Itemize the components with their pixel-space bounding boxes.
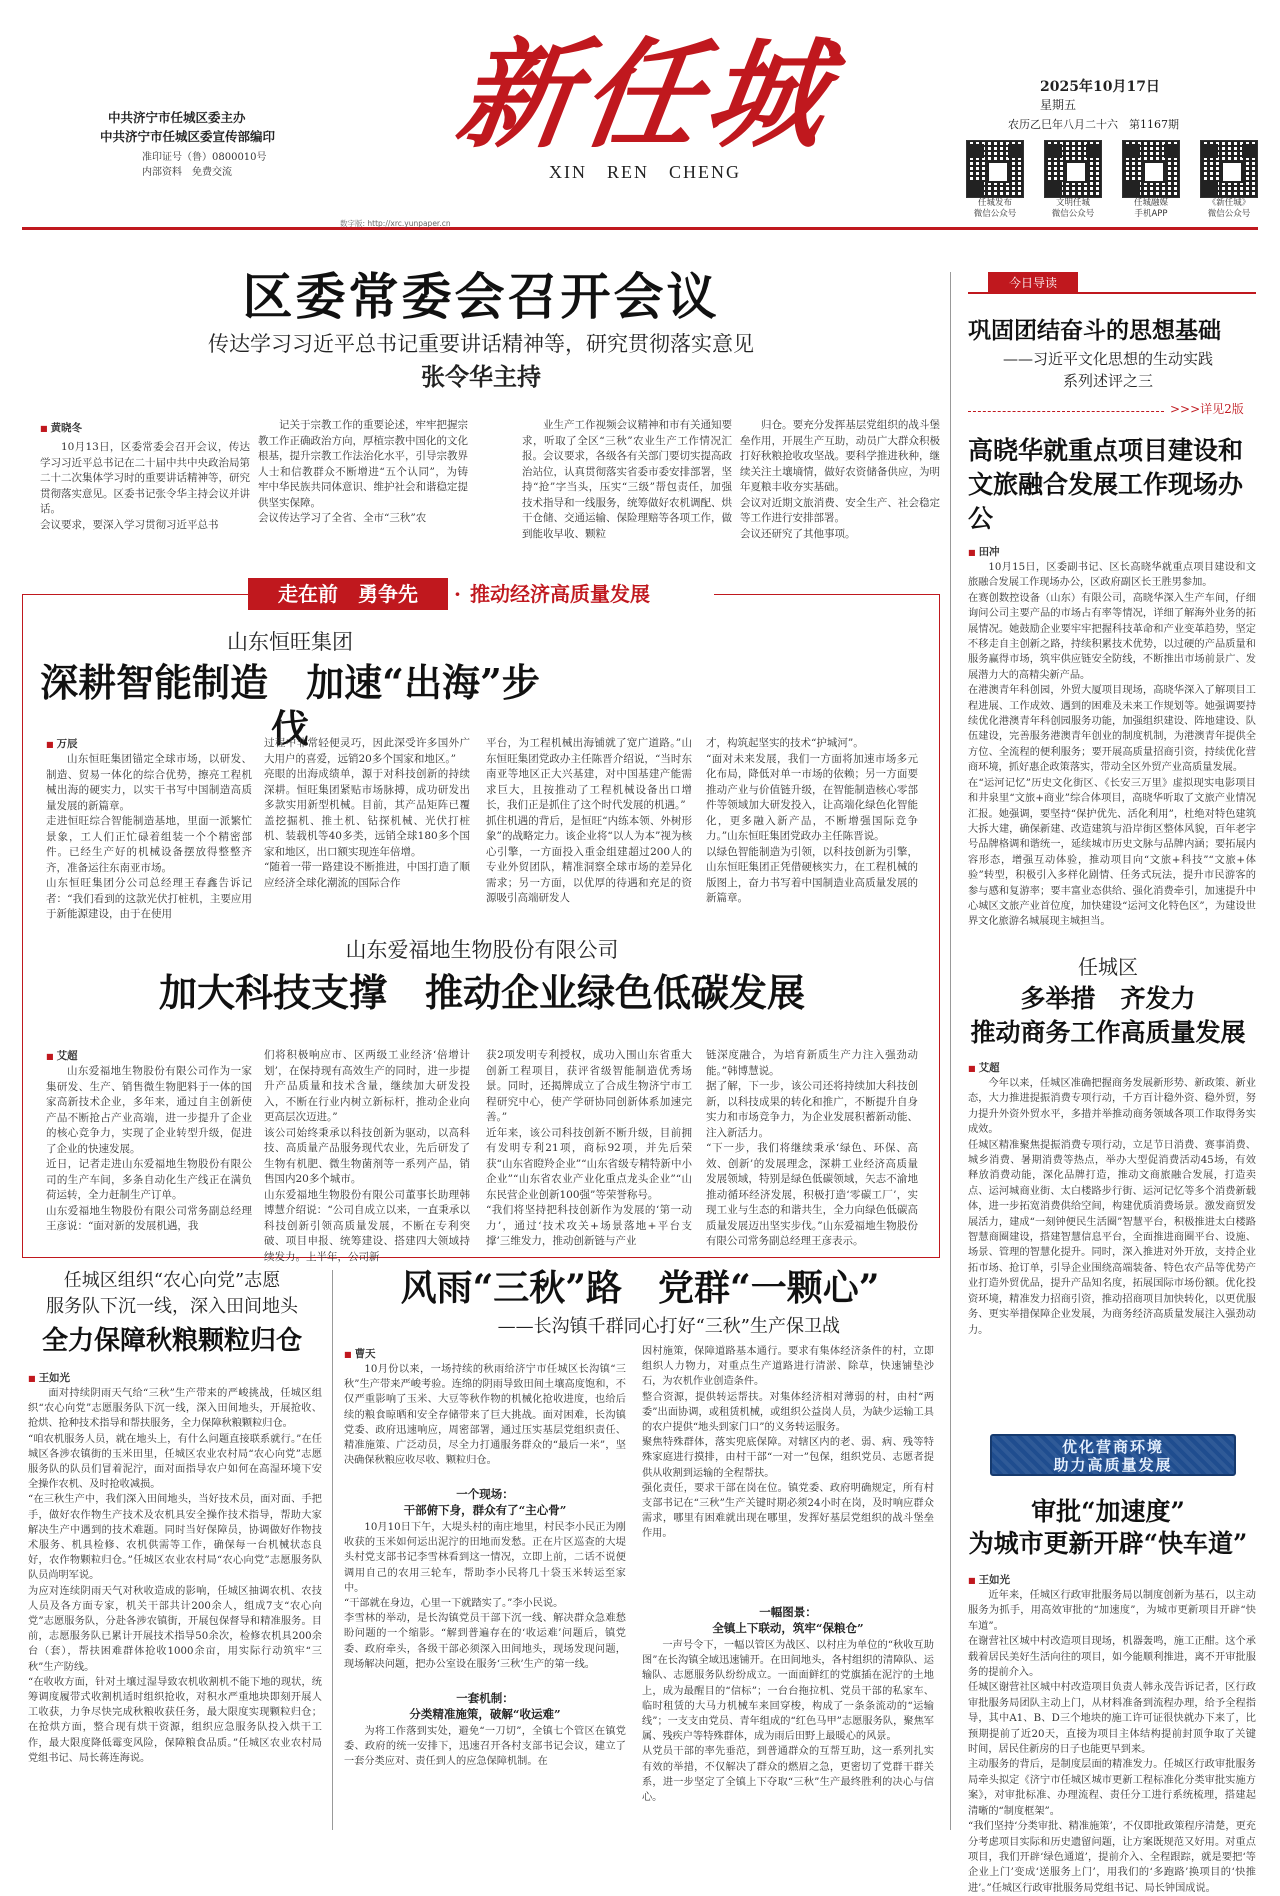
qr-icon — [1200, 140, 1258, 198]
qr-code-1[interactable] — [958, 140, 1032, 220]
art3-body: 近年来，任城区行政审批服务局以制度创新为基石，以主动服务为抓手，用高效审批的“加速度”，为城市更新项目开辟“快车道”。 在谢营社区城中村改造项目现场，机器轰鸣，施工正酣。这个承载着居民美好生活向往的项目，如今能顺利推进，离不开审批服务的提前介入。 任城区谢营社区城中村改造项目负责人韩永茂告诉记者，区行政审批服务局团队主动上门，从材料准备到流程办理，给予全程指导，其中A1、B、D三个地块的施工许可证很快就办下来了，比预期提前了近20天，直接为项目主体结构提前封顶争取了关键时间，居民住新房的日子也能更早到来。 主动服务的背后，是制度层面的精准发力。任城区行政审批服务局牵头拟定《济宁市任城区城市更新工程标准化分类审批实施方案》，对审批标准、办理流程、责任分工进行系统梳理，搭建起清晰的“制度框架”。 “我们坚持‘分类审批、精准施策’，不仅即批政策程序清楚，更充分考虑项目实际和历史遗留问题，让方案既规范又好用。对重点项目，我们开辟‘绿色通道’，提前介入、全程跟踪，就是要把‘等企业上门’变成‘送服务上门’，用我们的‘多跑路’换项目的‘快推进’。”任城区行政审批服务局党组书记、局长钟国成说。 — [968, 1590, 1256, 1894]
lead-col-2: 记关于宗教工作的重要论述，牢牢把握宗教工作正确政治方向，厚植宗教中国化的文化根基，提升宗教工作法治化水平，引导宗教界人士和信教群众不断增进“五个认同”，为铸牢中华民族共同体意识、维护社会和谐稳定提供坚实保障。 会议传达学习了全省、全市“三秋”农 — [258, 419, 468, 524]
lead-col-3: 业生产工作视频会议精神和市有关通知要求，听取了全区“三秋”农业生产工作情况汇报。会议要求，各级各有关部门要切实提高政治站位，认真贯彻落实省委市委安排部署，坚持“抢”字当头，压实“三级”帮包责任，加强技术指导和一线服务，统筹做好农机调配、烘干仓储、交通运输、保险理赔等各项工作，做到能收早收、颗粒 — [522, 419, 732, 540]
bc-byline: ■ 曹天 — [344, 1346, 376, 1361]
bc-title: 风雨“三秋”路 党群“一颗心” — [400, 1267, 880, 1309]
digital-edition-url[interactable]: 数字版: http://xrc.yunpaper.cn — [340, 219, 451, 228]
art3-title-1: 审批“加速度” — [1031, 1497, 1185, 1526]
lead-article — [22, 234, 940, 552]
business-env-banner — [990, 1434, 1236, 1476]
qr-label: 文明任城 微信公众号 — [1051, 198, 1095, 219]
guide-more-link[interactable]: >>>详见2版 — [1170, 402, 1244, 416]
lead-host: 张令华主持 — [421, 362, 541, 391]
bc-col-b-p2: 一声号令下，一幅以管区为战区、以村庄为单位的“秋收互助图”在长沟镇全域迅速铺开。在田间地头，各村组织的清障队、运输队、志愿服务队纷纷成立。一面面鲜红的党旗插在泥泞的土地上，成为最醒目的“信标”；一台台拖拉机、党员干部的私家车、临时租赁的大马力机械车来回穿梭，构成了一条条流动的“运输线”；一支支由党员、青年组成的“红色马甲”志愿服务队，聚焦军属、残疾户等特殊群体，成为雨后田野上最暖心的风景。 从党员干部的率先垂范，到普通群众的互帮互助，这一系列扎实有效的举措，不仅解决了群众的燃眉之急，更密切了党群干群关系，进一步坚定了全镇上下夺取“三秋”生产最终胜利的决心与信心。 — [642, 1640, 934, 1804]
organizer-line-2: 中共济宁市任城区委宣传部编印 — [100, 129, 276, 144]
qr-icon — [1122, 140, 1180, 198]
story2-col-3: 获2项发明专利授权，成功入围山东省重大创新工程项目，获评省级智能制造优秀场景。同时，还揭牌成立了合成生物济宁市工程研究中心，使产学研协同创新体系加速完善。” 近年来，该公司科技创新不断升级，目前拥有发明专利21项，商标92项，并先后荣获“山东省瞪羚企业”“山东省级专精特新中小企业”“山东省农业产业化重点龙头企业”“山东民营企业创新100强”等荣誉称号。 “我们将坚持把科技创新作为发展的‘第一动力’，通过‘技术攻关+场景落地+平台支撑’三维发力，推动创新链与产业 — [486, 1049, 692, 1247]
bc-col-a-h1: 一个现场： — [456, 1487, 514, 1501]
banner-line-1: 优化营商环境 — [1061, 1438, 1164, 1456]
guide-label: 今日导读 — [988, 272, 1078, 294]
art2-title-2: 推动商务工作高质量发展 — [970, 1018, 1246, 1047]
lead-subtitle: 传达学习习近平总书记重要讲话精神等，研究贯彻落实意见 — [208, 332, 754, 356]
masthead — [0, 0, 1280, 219]
story2-company: 山东爱福地生物股份有限公司 — [345, 938, 619, 962]
organizer-line-1: 中共济宁市任城区委主办 — [108, 110, 246, 125]
art2-body: 今年以来，任城区准确把握商务发展新形势、新政策、新业态，大力推进提振消费专项行动，千方百计稳外资、稳外贸，努力提升外资外贸水平，多措并举推动商务领域各项工作取得务实成效。 任城区精准聚焦提振消费专项行动，立足节日消费、赛事消费、城乡消费、暑期消费等热点，举办大型促消费活动45场，有效释放消费动能，深化品牌打造，推动文商旅融合发展，打造卖点、运河城商业街、太白楼路步行街、运河记忆等多个消费新载体，进一步拓宽消费供给空间，构建优质消费场景。激发商贸发展活力，建成“一刻钟便民生活圈”智慧平台，积极推进太白楼路智慧商圈建设，搭建智慧信息平台，全面推进商圈平台、设施、场景、管理的智慧化提升。同时，深入推进对外开放，支持企业拓市场、抢订单，引导企业围绕高端装备、特色农产品等优势产业打造外贸优品，提升产品知名度，拓展国际市场份额。优化投资环境，精准发力招商引资，推动招商项目加快转化，以更优服务、更实举措保障企业发展，为商务经济高质量发展注入强劲动力。 — [968, 1078, 1256, 1336]
masthead-logo — [440, 25, 850, 200]
bc-col-a-h3: 一套机制： — [456, 1691, 514, 1705]
bottom-center-article — [340, 1266, 940, 1836]
qr-icon — [966, 140, 1024, 198]
story1-title: 深耕智能制造 加速“出海”步伐 — [40, 660, 540, 751]
sidebar — [960, 270, 1260, 1894]
story2-byline: ■ 艾超 — [46, 1048, 78, 1063]
lead-byline: ■ 黄晓冬 — [40, 420, 82, 435]
bottom-divider — [332, 1270, 333, 1830]
theme-banner — [248, 578, 714, 610]
story1-byline: ■ 万辰 — [46, 736, 78, 751]
bl-byline: ■ 王如光 — [28, 1370, 70, 1385]
issue-weekday: 星期五 — [1040, 98, 1077, 112]
art1-title-2: 文旅融合发展工作现场办公 — [968, 470, 1244, 533]
bc-col-b-h2: 全镇上下联动，筑牢“保粮仓” — [712, 1621, 864, 1635]
qr-code-group — [958, 140, 1268, 219]
qr-code-3[interactable] — [1114, 140, 1188, 220]
story2-col-2: 们将积极响应市、区两级工业经济‘倍增计划’，在保持现有高效生产的同时，进一步提升产品质量和技术含量，继续加大研发投入，不断在行业内树立新标杆，推动企业向更高层次迈进。” 该公司始终秉承以科技创新为驱动，以高科技、高质量产品服务现代农业，先后研发了生物有机肥、微生物菌剂等一系列产品，销售国内20多个城市。 山东爱福地生物股份有限公司董事长助理韩博慧介绍说：“公司自成立以来，一直秉承以科技创新引领高质量发展，不断在专利突破、项目申报、统筹建设、搭建四大领域持续发力。上半年，公司新 — [264, 1049, 470, 1263]
story-hengwang — [40, 628, 924, 928]
bc-col-b — [642, 1344, 934, 1832]
bc-col-b-p1: 因村施策，保障道路基本通行。要求有集体经济条件的村，立即组织人力物力，对重点生产道路进行清淤、除草，快速铺垫沙石，为农机作业创造条件。 整合资源，提供转运帮扶。对集体经济相对薄弱的村，由村“两委”出面协调，或租赁机械，或组织公益岗人员，为缺少运输工具的农户提供“地头到家门口”的义务转运服务。 聚焦特殊群体，落实兜底保障。对辖区内的老、弱、病、残等特殊家庭进行摸排，由村干部“一对一”包保，组织党员、志愿者提供从收割到运输的全程帮扶。 强化责任，要求干部在岗在位。镇党委、政府明确规定，所有村支部书记在“三秋”生产关键时期必须24小时在岗，及时响应群众需求，哪里有困难就出现在哪里，发挥好基层党组织的战斗堡垒作用。 — [642, 1346, 934, 1540]
issue-date: 2025年10月17日 — [1040, 79, 1160, 95]
art1-title-1: 高晓华就重点项目建设和 — [968, 436, 1244, 465]
bc-subtitle: ——长沟镇千群同心打好“三秋”生产保卫战 — [497, 1316, 840, 1337]
bl-pretitle-1: 任城区组织“农心向党”志愿 — [63, 1270, 281, 1291]
lead-col-4: 归仓。要充分发挥基层党组织的战斗堡垒作用，开展生产互助，动员广大群众积极打好秋粮抢收攻坚战。要科学推进秋种，继续关注土壤墒情，做好农资储备供应，为明年夏粮丰收夯实基础。 会议对近期文旅消费、安全生产、社会稳定等工作进行安排部署。 会议还研究了其他事项。 — [740, 419, 940, 540]
story2-title: 加大科技支撑 推动企业绿色低碳发展 — [158, 970, 805, 1015]
story1-col-1: 山东恒旺集团锚定全球市场，以研发、制造、贸易一体化的综合优势，擦亮工程机械出海的硬实力，以实干书写中国制造高质量发展的新篇章。 走进恒旺综合智能制造基地，里面一派繁忙景象，工人们正忙碌着组装一个个精密部件。已经生产好的机械设备摆放得整整齐齐，准备运往东南亚市场。 山东恒旺集团分公司总经理王春鑫告诉记者：“我们看到的这款光伏打桩机，主要应用于新能源建设，由于在使用 — [46, 753, 252, 920]
guide-label-bar — [968, 270, 1256, 294]
internal-note: 内部资料 免费交流 — [142, 167, 232, 178]
story1-col-3: 平台，为工程机械出海铺就了宽广道路。”山东恒旺集团党政办主任陈晋介绍说，“当时东南亚等地区正大兴基建，对中国基建产能需求巨大，且按推动了工程机械设备出口增长，我们正是抓住了这个时代发展的机遇。” 抓住机遇的背后，是恒旺“内练本领、外树形象”的战略定力。该企业将“以人为本”视为核心引擎，一方面投入重金组建超过200人的专业外贸团队，精准洞察全球市场的差异化需求；另一方面，以优厚的待遇和充足的资源吸引高端研发人 — [486, 737, 692, 904]
bottom-left-article — [22, 1266, 322, 1836]
bl-pretitle-2: 服务队下沉一线，深入田间地头 — [46, 1296, 298, 1317]
lead-col-1: 10月13日，区委常委会召开会议，传达学习习近平总书记在二十届中共中央政治局第二十二次集体学习时的重要讲话精神等，研究贯彻落实意见。区委书记张令华主持会议并讲话。 会议要求，要深入学习贯彻习近平总书 — [40, 441, 250, 531]
guide-subtitle-1: ——习近平文化思想的生动实践 — [1002, 350, 1213, 368]
bc-col-a — [344, 1362, 626, 1832]
logo-calligraphy: 新任城 — [449, 25, 841, 164]
qr-code-4[interactable] — [1192, 140, 1266, 220]
bl-title: 全力保障秋粮颗粒归仓 — [41, 1326, 302, 1356]
bc-col-a-p2: 10月10日下午，大堤头村的南庄地里，村民李小民正为刚收获的玉米如何运出泥泞的田地而发愁。正在片区巡查的大堤头村党支部书记李雪林看到这一情况，立即上前，二话不说便调用自己的农用三轮车，帮助李小民将几十袋玉米转运至家中。 “干部就在身边，心里一下就踏实了。”李小民说。 李雪林的举动，是长沟镇党员干部下沉一线、解决群众急难愁盼问题的一个缩影。“解到普遍存在的‘收运难’问题后，镇党委、政府牵头，各级干部必须深入田间地头，现场发现问题，现场解决问题，把办公室设在服务‘三秋’生产的第一线。 — [344, 1522, 626, 1670]
bc-col-a-h4: 分类精准施策，破解“收运难” — [409, 1707, 561, 1721]
bc-col-a-p3: 为将工作落到实处，避免“一刀切”，全镇七个管区在镇党委、政府的统一安排下，迅速召开各村支部书记会议，建立了一套分类应对、责任到人的应急保障机制。在 — [344, 1726, 626, 1768]
bl-body: 面对持续阴雨天气给“三秋”生产带来的严峻挑战，任城区组织“农心向党”志愿服务队下沉一线，深入田间地头，开展抢收、抢烘、抢种技术指导和帮扶服务，全力保障秋粮颗粒归仓。 “咱农机服务人员，就在地头上，有什么问题直接联系就行。”在任城区各涉农镇街的玉米田里，任城区农业农村局“农心向党”志愿服务队的队员们冒着泥泞，面对面指导农户如何在高湿环境下安全操作农机、及时抢收减损。 “在三秋生产中，我们深入田间地头，当好技术员，面对面、手把手，做好农作物生产技术及农机具安全操作技术指导，帮助大家解决生产中遇到的技术难题。同时当好保障员，协调做好作物技术服务、机具检修、农机供需等工作，确保每一台机械状态良好，农作物颗粒归仓。”任城区农业农村局“农心向党”志愿服务队队员尚明军说。 为应对连续阴雨天气对秋收造成的影响，任城区抽调农机、农技人员及各方面专家，机关干部共计200余人，组成7支“农心向党”志愿服务队，分赴各涉农镇街，开展包保督导和精准服务。目前，志愿服务队已累计开展技术指导50余次，检修农机具200余台（套），帮扶困难群体抢收1000余亩，用实际行动筑牢“三秋”生产防线。 “在收收方面，针对土壤过湿导致农机收割机不能下地的现状，统筹调度履带式收割机适时组织抢收，对积水严重地块即刻开展人工收获，力争尽快完成秋粮收获任务，最大限度实现颗粒归仓；在抢烘方面，整合现有烘干资源，组织应急服务队投入烘干工作，最大限度降低霉变风险，保障粮食品质。”任城区农业农村局党组书记、局长蒋连海说。 — [28, 1388, 322, 1764]
masthead-rule — [22, 227, 1258, 230]
qr-label: 《新任城》 微信公众号 — [1207, 198, 1251, 219]
sidebar-divider — [950, 272, 951, 1830]
banner-dot: · — [454, 582, 461, 606]
story2-col-1: 山东爱福地生物股份有限公司作为一家集研发、生产、销售微生物肥料于一体的国家高新技术企业，多年来，通过自主创新使产品不断抢占产业高端，进一步提升了企业的核心竞争力，实现了企业转型升级，促进了企业的快速发展。 近日，记者走进山东爱福地生物股份有限公司的生产车间，多条自动化生产线正在满负荷运转，全力赶制生产订单。 山东爱福地生物股份有限公司常务副总经理王彦说：“面对新的发展机遇，我 — [46, 1065, 252, 1232]
permit-number: 准印证号（鲁）0800010号 — [142, 152, 267, 163]
banner-right: 推动经济高质量发展 — [470, 582, 650, 606]
story1-col-4: 才，构筑起坚实的技术“护城河”。 “面对未来发展，我们一方面将加速市场多元化布局，降低对单一市场的依赖；另一方面要推动产业与价值链升级，在智能制造核心零部件等领域加大研发投入，让高端化绿色化智能化，更多融入新产品，不断增强国际竞争力。”山东恒旺集团党政办主任陈晋说。 以绿色智能制造为引领，以科技创新为引擎，山东恒旺集团正凭借硬核实力，在工程机械的版图上，奋力书写着中国制造业高质量发展的新篇章。 — [706, 737, 918, 904]
qr-icon — [1044, 140, 1102, 198]
guide-title[interactable]: 巩固团结奋斗的思想基础 — [968, 317, 1221, 344]
banner-line-2: 助力高质量发展 — [1053, 1456, 1173, 1474]
bc-col-a-p1: 10月份以来，一场持续的秋雨给济宁市任城区长沟镇“三秋”生产带来严峻考验。连绵的阴雨导致田间土壤高度饱和，不仅严重影响了玉米、大豆等秋作物的机械化抢收进度，也给后续的粮食晾晒和安全存储带来了巨大挑战。面对困难，长沟镇党委、政府迅速响应，周密部署，通过压实基层党组织责任、精准施策、广泛动员，尽全力打通服务群众的“最后一米”，坚决确保秋粮应收尽收、颗粒归仓。 — [344, 1364, 626, 1467]
guide-dashed-rule — [968, 411, 1164, 412]
art2-byline: ■ 艾超 — [968, 1060, 1000, 1075]
art1-body: 10月15日，区委副书记、区长高晓华就重点项目建设和文旅融合发展工作现场办公，区政府副区长王胜男参加。 在赛创数控设备（山东）有限公司，高晓华深入生产车间，仔细询问公司主要产品的市场占有率等情况，详细了解海外业务的拓展情况。她鼓励企业要牢牢把握科技革命和产业变革趋势，坚定不移走自主创新之路，持续积累技术优势，以过硬的产品质量和服务赢得市场，筑牢供应链安全防线，不断推出市场前景广、发展潜力大的高精尖新产品。 在港澳青年科创园，外贸大厦项目现场，高晓华深入了解项目工程进展、工作成效、遇到的困难及未来工作规划等。她强调要持续优化港澳青年科创园服务功能，加强组织建设、阵地建设、队伍建设，完善服务港澳青年创业的制度机制，为港澳青年提供全方位、全流程的便利服务；要开展高质量招商引资，持续优化营商环境，抓好惠企政策落实，带动全区外贸产业高质量发展。 在“运河记忆”历史文化街区、《长安三万里》虚拟现实电影项目和井泉里“文旅+商业”综合体项目，高晓华听取了文旅产业情况汇报。她强调，要坚持“保护优先、活化利用”，杜绝对特色建筑大拆大建，确保新建、改造建筑与沿岸街区整体风貌，百年老字号品牌格调和谐统一，延续城市历史文脉与品牌内涵；要拓展内容形态，增强互动体验，推动项目向“文旅+科技”“文旅+体验”转型，积极引入多样化剧情、任务式玩法，提升市民游客的参与感和复游率；要丰富业态供给、强化消费牵引，加速提升中心城区文旅产业首位度，加快建设“运河文化特色区”，为建设世界文化旅游名城展现主城担当。 — [968, 562, 1256, 928]
art3-title-2: 为城市更新开辟“快车道” — [968, 1529, 1248, 1558]
bc-col-b-h1: 一幅图景： — [759, 1605, 817, 1619]
qr-code-2[interactable] — [1036, 140, 1110, 220]
story-aifudi — [40, 936, 924, 1263]
guide-subtitle-2: 系列述评之三 — [1062, 372, 1153, 390]
art2-title-1: 多举措 齐发力 — [1020, 984, 1196, 1013]
story2-col-4: 链深度融合，为培育新质生产力注入强劲动能。”韩博慧说。 据了解，下一步，该公司还将持续加大科技创新，以科技成果的转化和推广，不断提升自身实力和市场竞争力，为企业发展积蓄新动能、注入新活力。 “下一步，我们将继续秉承‘绿色、环保、高效、创新’的发展理念，深耕工业经济高质量发展领域，特别是绿色低碳领域，矢志不渝地推动循环经济发展，积极打造‘零碳工厂’，实现工业与生态的和谐共生，全力向绿色低碳高质量发展迈出坚实步伐。”山东爱福地生物股份有限公司常务副总经理王彦表示。 — [706, 1049, 918, 1247]
qr-label: 任城发布 微信公众号 — [973, 198, 1017, 219]
lead-title: 区委常委会召开会议 — [242, 267, 720, 326]
art3-byline: ■ 王如光 — [968, 1572, 1010, 1587]
issue-lunar: 农历乙巳年八月二十六 第1167期 — [1008, 118, 1179, 131]
logo-pinyin: XIN REN CHENG — [549, 162, 741, 182]
art2-kicker: 任城区 — [1078, 955, 1138, 979]
bc-col-a-h2: 干部俯下身，群众有了“主心骨” — [403, 1503, 567, 1517]
qr-label: 任城融媒 手机APP — [1133, 198, 1168, 219]
story1-company: 山东恒旺集团 — [227, 630, 353, 654]
story1-col-2: 过程中非常轻便灵巧，因此深受许多国外广大用户的喜爱，远销20多个国家和地区。” 亮眼的出海成绩单，源于对科技创新的持续深耕。恒旺集团紧贴市场脉搏，成功研发出多款实用新型机械。目前，其产品矩阵已覆盖挖掘机、推土机、钻探机械、光伏打桩机、装载机等40多类，远销全球180多个国家和地区，出口额实现连年倍增。 “随着一带一路建设不断推进，中国打造了顺应经济全球化潮流的国际合作 — [264, 737, 470, 889]
banner-left: 走在前 勇争先 — [248, 578, 448, 610]
art1-byline: ■ 田冲 — [968, 544, 1000, 559]
